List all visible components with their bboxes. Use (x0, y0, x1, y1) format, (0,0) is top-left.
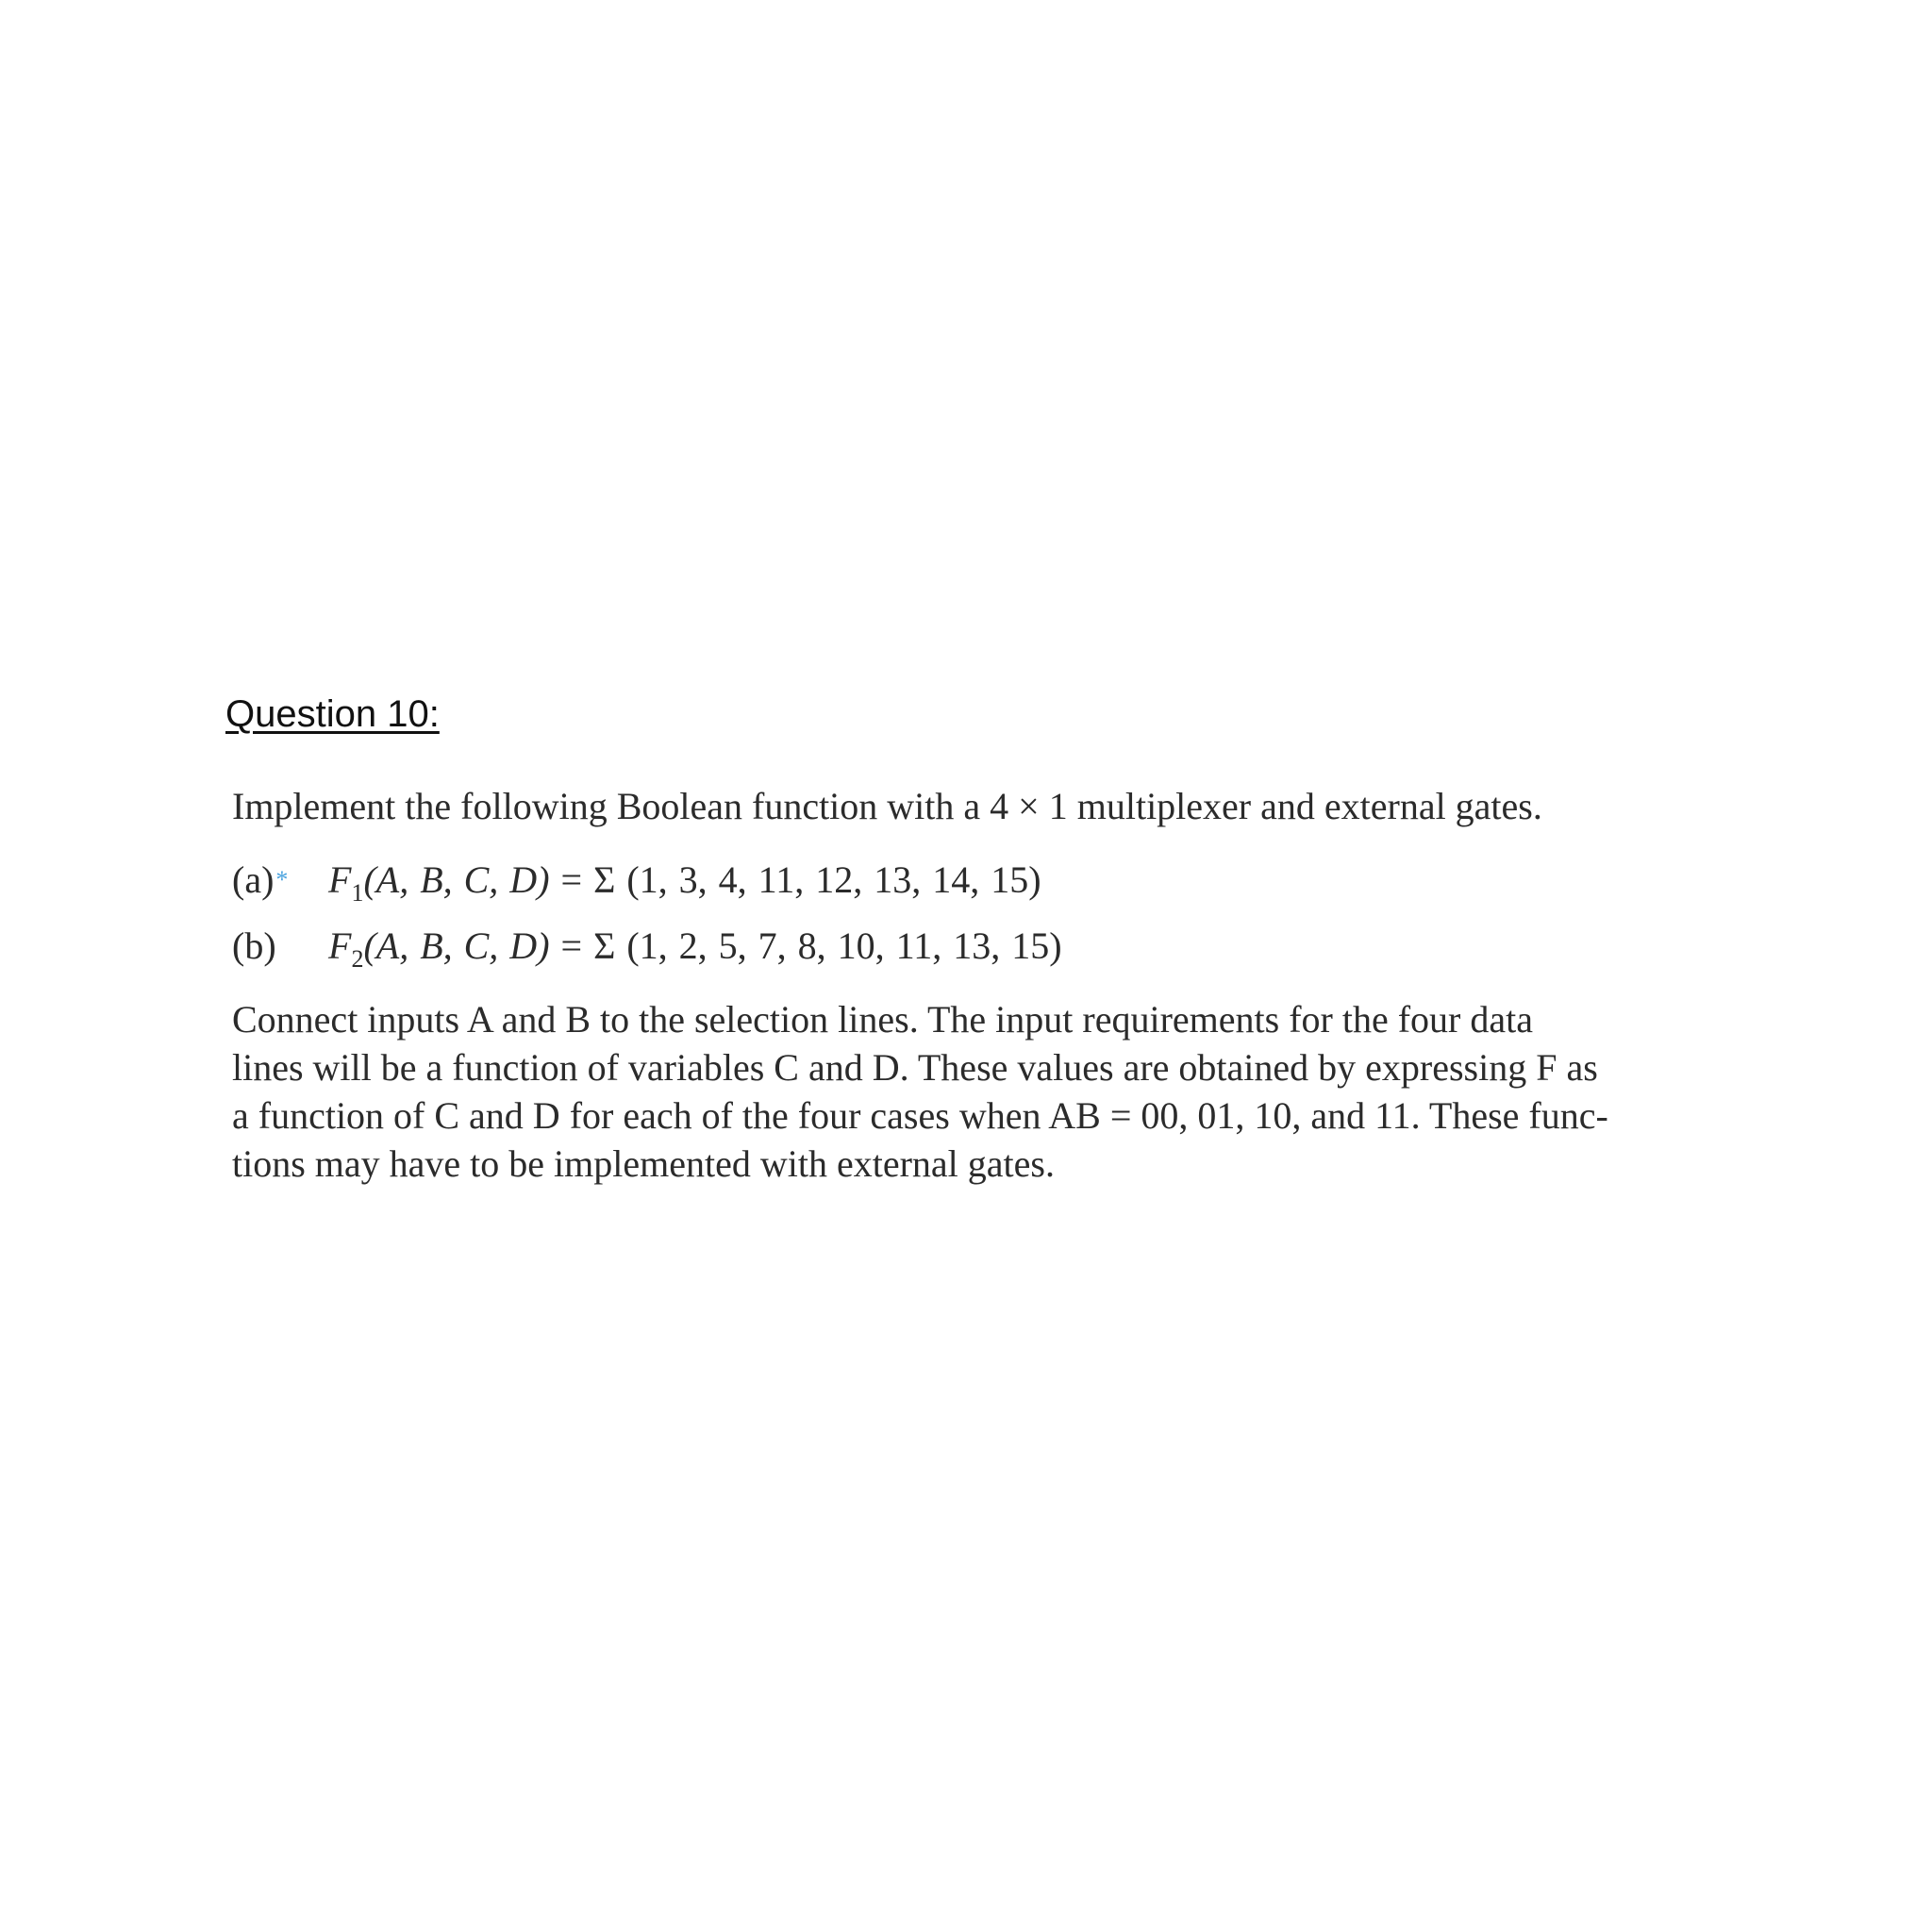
question-heading: Question 10: (225, 693, 440, 735)
part-b-equals: = (560, 924, 583, 967)
part-a-minterms: (1, 3, 4, 11, 12, 13, 14, 15) (626, 858, 1041, 901)
part-a-subscript: 1 (351, 879, 364, 907)
instructions-paragraph (232, 995, 1760, 1188)
part-b-expression (328, 924, 1062, 973)
part-a-equals: = (560, 858, 583, 901)
part-b-args: (A, B, C, D) (363, 924, 550, 967)
part-a-label-text: (a) (232, 858, 275, 901)
starred-marker: * (275, 866, 289, 893)
instructions-line: Connect inputs A and B to the selection lines. The input requirements for the four data (232, 998, 1533, 1041)
problem-intro: Implement the following Boolean function with a 4 × 1 multiplexer and external gates. (232, 785, 1542, 827)
instructions-line: tions may have to be implemented with external gates. (232, 1142, 1055, 1185)
part-b-label: (b) (232, 924, 276, 967)
part-b-subscript: 2 (351, 945, 364, 973)
sigma-symbol: Σ (593, 858, 616, 901)
part-a-expression (328, 858, 1041, 907)
instructions-line: lines will be a function of variables C and D. These values are obtained by expressing F as (232, 1046, 1598, 1089)
sigma-symbol: Σ (593, 924, 616, 967)
part-a (232, 857, 1041, 917)
instructions-line: a function of C and D for each of the four cases when AB = 00, 01, 10, and 11. These func- (232, 1094, 1608, 1137)
part-b-minterms: (1, 2, 5, 7, 8, 10, 11, 13, 15) (626, 924, 1062, 967)
part-a-function-name: F (328, 858, 352, 901)
part-a-args: (A, B, C, D) (363, 858, 550, 901)
part-b (232, 923, 1062, 983)
part-a-label (232, 857, 317, 904)
part-b-function-name: F (328, 924, 352, 967)
